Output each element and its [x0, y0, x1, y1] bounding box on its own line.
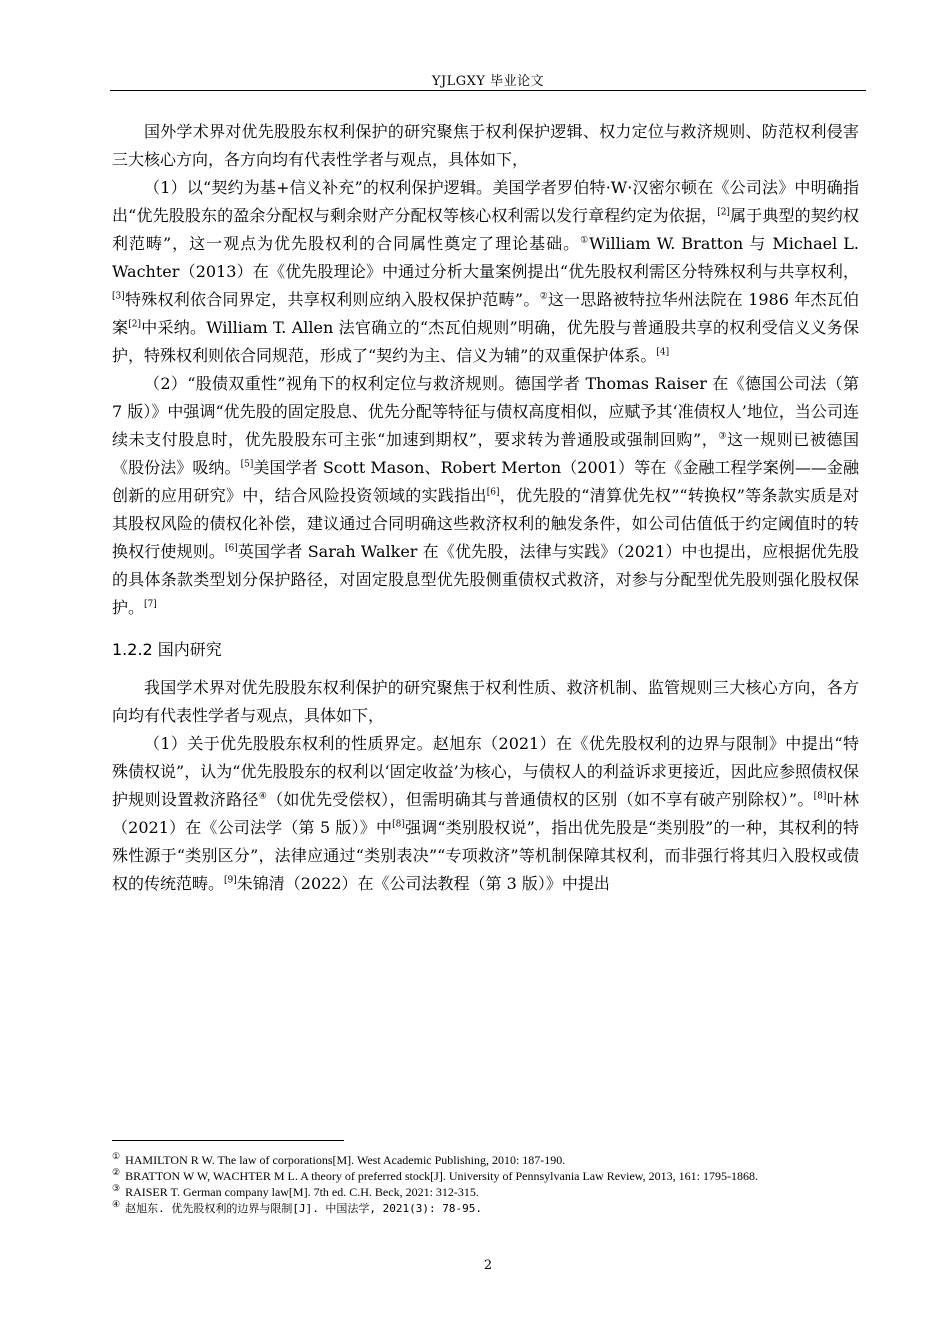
citation: [9]: [224, 875, 237, 886]
footnote-2: ② BRATTON W W, WACHTER M L. A theory of preferred stock[J]. University of Pennsylvania Law Review, 2013, 161: 1795-1868.: [112, 1167, 759, 1183]
citation: [8]: [392, 819, 405, 830]
citation: [8]: [813, 791, 827, 802]
paragraph-2: （2）“股债双重性”视角下的权利定位与救济规则。德国学者 Thomas Raiser 在《德国公司法（第 7 版）》中强调“优先股的固定股息、优先分配等特征与债权高度相似，应赋予其‘准债权人’地位，当公司连续未支付股息时，优先股股东可主张“加速到期权”，要求转为普通股或强制回购”，③这一规则已被德国《股份法》吸纳。[5]美国学者 Scott Mason、Robert Merton（2001）等在《金融工程学案例——金融创新的应用研究》中，结合风险投资领域的实践指出[6]，优先股的“清算优先权”“转换权”等条款实质是对其股权风险的债权化补偿，建议通过合同明确这些救济权利的触发条件，如公司估值低于约定阈值时的转换权行使规则。[6]英国学者 Sarah Walker 在《优先股，法律与实践》（2021）中也提出，应根据优先股的具体条款类型划分保护路径，对固定股息型优先股侧重债权式救济，对参与分配型优先股则强化股权保护。[7]: [112, 374, 859, 617]
footnote-rule: [112, 1140, 344, 1141]
citation: [3]: [112, 291, 125, 302]
citation: [6]: [225, 543, 238, 554]
citation: [2]: [717, 207, 730, 218]
body-text: [112, 118, 859, 898]
header-rule: [110, 90, 866, 91]
citation: [6]: [486, 487, 500, 498]
paragraph-intro: 国外学术界对优先股股东权利保护的研究聚焦于权利保护逻辑、权力定位与救济规则、防范权利侵害三大核心方向，各方向均有代表性学者与观点，具体如下，: [112, 122, 859, 169]
page-number: 2: [483, 1258, 493, 1273]
citation: [7]: [144, 599, 157, 610]
footnote-4: ④ 赵旭东. 优先股权利的边界与限制[J]. 中国法学, 2021(3): 78-95.: [112, 1199, 483, 1215]
paragraph-domestic-intro: 我国学术界对优先股股东权利保护的研究聚焦于权利性质、救济机制、监管规则三大核心方向，各方向均有代表性学者与观点，具体如下，: [112, 678, 859, 725]
citation: [4]: [656, 347, 670, 358]
footnotes: [112, 1153, 860, 1217]
footnote-ref: ④: [258, 791, 268, 802]
footnote-ref: ①: [580, 235, 590, 246]
footnote-3: ③ RAISER T. German company law[M]. 7th ed. C.H. Beck, 2021: 312-315.: [112, 1183, 479, 1199]
footnote-ref: ③: [718, 431, 727, 442]
footnote-1: ① HAMILTON R W. The law of corporations[M]. West Academic Publishing, 2010: 187-190.: [112, 1151, 566, 1167]
citation: [5]: [240, 459, 254, 470]
citation: [2]: [128, 319, 142, 330]
paragraph-1: （1）以“契约为基+信义补充”的权利保护逻辑。美国学者罗伯特·W·汉密尔顿在《公司法》中明确指出“优先股股东的盈余分配权与剩余财产分配权等核心权利需以发行章程约定为依据，[2]属于典型的契约权利范畴”，这一观点为优先股权利的合同属性奠定了理论基础。①William W. Bratton 与 Michael L. Wachter（2013）在《优先股理论》中通过分析大量案例提出“优先股权利需区分特殊权利与共享权利，[3]特殊权利依合同界定，共享权利则应纳入股权保护范畴”。②这一思路被特拉华州法院在 1986 年杰瓦伯案[2]中采纳。William T. Allen 法官确立的“杰瓦伯规则”明确，优先股与普通股共享的权利受信义义务保护，特殊权利则依合同规范，形成了“契约为主、信义为辅”的双重保护体系。[4]: [112, 178, 860, 365]
section-heading: 1.2.2 国内研究: [112, 640, 222, 659]
page-header: YJLGXY 毕业论文: [431, 74, 545, 89]
footnote-ref: ②: [539, 291, 548, 302]
paragraph-3: （1）关于优先股股东权利的性质界定。赵旭东（2021）在《优先股权利的边界与限制》中提出“特殊债权说”，认为“优先股股东的权利以‘固定收益’为核心，与债权人的利益诉求更接近，因此应参照债权保护规则设置救济路径④（如优先受偿权），但需明确其与普通债权的区别（如不享有破产别除权）”。[8]叶林（2021）在《公司法学（第 5 版）》中[8]强调“类别股权说”，指出优先股是“类别股”的一种，其权利的特殊性源于“类别区分”，法律应通过“类别表决”“专项救济”等机制保障其权利，而非强行将其归入股权或债权的传统范畴。[9]朱锦清（2022）在《公司法教程（第 3 版）》中提出: [112, 734, 859, 893]
